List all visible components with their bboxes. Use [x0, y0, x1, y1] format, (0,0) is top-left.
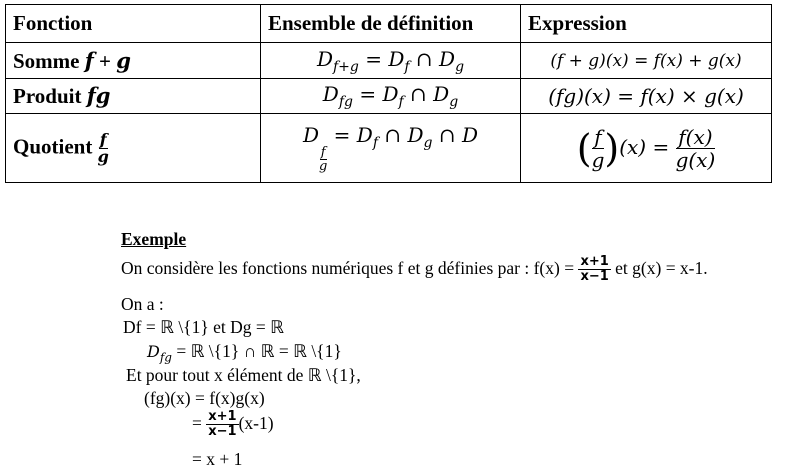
row-quotient-expression: ( $\frac{f}{g}$ )(x) = $\frac{f(x)}{g(x)}$ [521, 114, 772, 183]
table-row [6, 79, 772, 114]
row-produit-name: Produit fg [6, 79, 261, 114]
step2-fraction: $\frac{x+1}{x-1}$ [208, 409, 237, 440]
domains-line: Df = ℝ \{1} et Dg = ℝ [123, 317, 284, 337]
step1-line: (fg)(x) = f(x)g(x) [144, 388, 265, 408]
header-fonction: Fonction [6, 5, 261, 43]
functions-table [5, 4, 772, 183]
dfg-line: $D_{fg}$ = ℝ \{1} ∩ ℝ = ℝ \{1} [147, 341, 342, 365]
row-produit-expression: (fg)(x) = f(x) × g(x) [521, 79, 772, 114]
example-title: Exemple [121, 229, 187, 249]
row-quotient-name: Quotient $\frac{f}{g}$ [6, 114, 261, 183]
header-expression: Expression [521, 5, 772, 43]
row-somme-name: Somme f + g [6, 43, 261, 79]
header-ensemble: Ensemble de définition [261, 5, 521, 43]
step2-line: = $\frac{x+1}{x-1}$ (x-1) [192, 409, 274, 440]
for-all-line: Et pour tout x élément de ℝ \{1}, [126, 365, 361, 385]
row-somme-domain: $D_{f+g} = D_f$ ∩ $D_g$ [261, 43, 521, 79]
row-quotient-domain: D $\frac{f}{g}$ = $D_f$ ∩ $D_g$ ∩ D [261, 114, 521, 183]
table-row [6, 114, 772, 183]
row-produit-domain: $D_{fg} = D_f$ ∩ $D_g$ [261, 79, 521, 114]
example-intro: On considère les fonctions numériques f et g définies par : f(x) = $\frac{x+1}{x-1}$ et g(x) = x-1. [121, 254, 708, 285]
step3-line: = x + 1 [192, 449, 243, 469]
on-a: On a : [121, 294, 164, 314]
row-somme-expression: (f + g)(x) = f(x) + g(x) [521, 43, 772, 79]
table-row [6, 43, 772, 79]
fx-fraction: $\frac{x+1}{x-1}$ [580, 254, 609, 285]
